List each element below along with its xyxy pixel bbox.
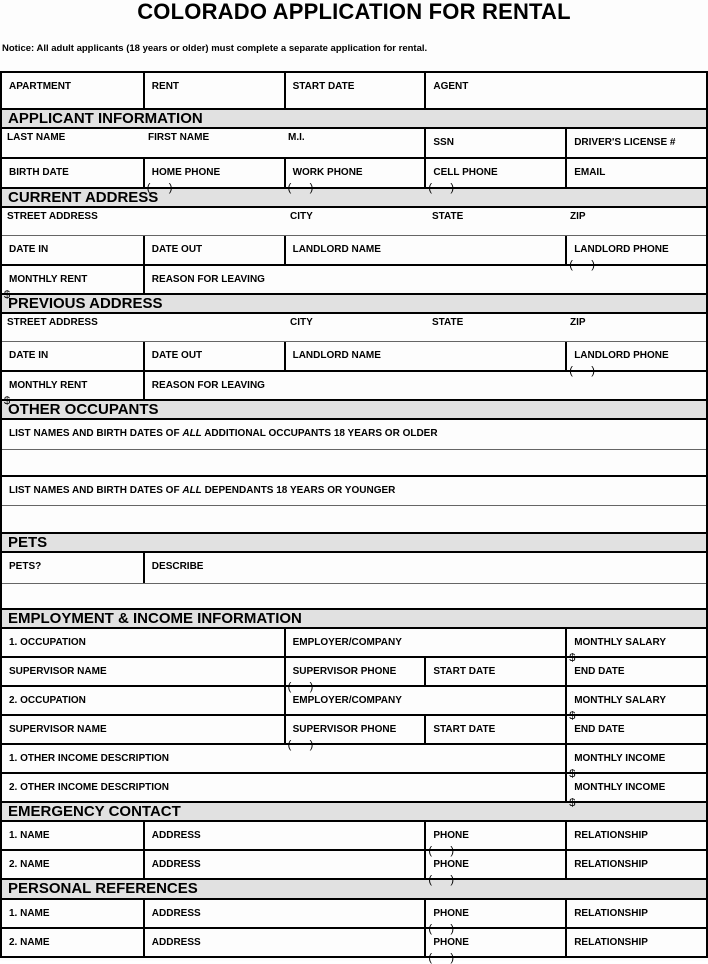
phone-placeholder: ( ) xyxy=(569,259,595,271)
date-in-label: DATE IN xyxy=(9,350,49,361)
occupants-dependants-label-row xyxy=(2,475,706,505)
reference-phone-1-field[interactable] xyxy=(424,900,565,935)
apartment-field[interactable] xyxy=(2,73,143,108)
date-in-label: DATE IN xyxy=(9,244,49,255)
other-income-description-1-field[interactable] xyxy=(2,745,565,772)
relationship-label: RELATIONSHIP xyxy=(574,830,648,841)
supervisor-phone-1-field[interactable] xyxy=(284,658,425,693)
employer-company-label: EMPLOYER/COMPANY xyxy=(292,695,402,706)
occupants-adults-label: LIST NAMES AND BIRTH DATES OF ALL ADDITIONAL OCCUPANTS 18 YEARS OR OLDER xyxy=(9,428,438,439)
agent-field[interactable] xyxy=(424,73,706,108)
current-dates-row xyxy=(2,235,706,271)
monthly-salary-2-field[interactable] xyxy=(565,687,706,722)
section-header-current-address: CURRENT ADDRESS xyxy=(2,187,706,206)
page-title: COLORADO APPLICATION FOR RENTAL xyxy=(137,0,571,24)
currency-symbol: $ xyxy=(4,289,11,301)
email-field[interactable] xyxy=(565,159,706,187)
other-income-description-label: 2. OTHER INCOME DESCRIPTION xyxy=(9,782,170,793)
occupants-adults-blank[interactable] xyxy=(2,450,706,475)
section-header-applicant-information: APPLICANT INFORMATION xyxy=(2,108,706,127)
emergency-contact-row-1 xyxy=(2,820,706,857)
reason-for-leaving-label: REASON FOR LEAVING xyxy=(151,274,265,285)
phone-placeholder: ( ) xyxy=(287,681,314,693)
phone-label: PHONE xyxy=(433,859,469,870)
street-address-label: STREET ADDRESS xyxy=(7,211,98,222)
other-income-1-row xyxy=(2,743,706,780)
currency-symbol: $ xyxy=(569,768,576,780)
end-date-label: END DATE xyxy=(574,724,625,735)
landlord-phone-label: LANDLORD PHONE xyxy=(574,244,669,255)
current-date-in-field[interactable] xyxy=(2,236,143,264)
start-date-label: START DATE xyxy=(292,81,355,92)
ssn-label: SSN xyxy=(433,137,454,148)
phone-placeholder: ( ) xyxy=(428,874,455,886)
emergency-name-1-field[interactable] xyxy=(2,822,143,849)
phone-placeholder: ( ) xyxy=(569,365,595,377)
employer-company-2-field[interactable] xyxy=(284,687,566,714)
address-label: ADDRESS xyxy=(151,937,201,948)
phone-placeholder: ( ) xyxy=(428,952,455,964)
supervisor-name-label: SUPERVISOR NAME xyxy=(9,666,107,677)
notice-text: Notice: All adult applicants (18 years or older) must complete a separate application for rental. xyxy=(2,43,428,54)
name-label: 1. NAME xyxy=(9,908,50,919)
occupants-adults-label-row xyxy=(2,418,706,449)
job1-occupation-row xyxy=(2,627,706,664)
occupation-2-field[interactable] xyxy=(2,687,284,714)
job2-supervisor-row xyxy=(2,714,706,751)
current-street-fields[interactable] xyxy=(2,208,706,235)
pets-row xyxy=(2,551,706,583)
reference-name-2-field[interactable] xyxy=(2,929,143,956)
date-out-label: DATE OUT xyxy=(151,244,203,255)
zip-label: ZIP xyxy=(570,317,586,328)
phone-placeholder: ( ) xyxy=(287,182,314,194)
pets-write-area xyxy=(2,583,706,608)
occupants-dependants-blank[interactable] xyxy=(2,506,706,532)
address-label: ADDRESS xyxy=(151,859,201,870)
job2-end-date-field[interactable] xyxy=(565,716,706,743)
relationship-label: RELATIONSHIP xyxy=(574,859,648,870)
currency-symbol: $ xyxy=(569,710,576,722)
state-label: STATE xyxy=(432,211,464,222)
job1-start-date-field[interactable] xyxy=(424,658,565,685)
city-label: CITY xyxy=(290,211,313,222)
street-address-label: STREET ADDRESS xyxy=(7,317,98,328)
current-street-row xyxy=(2,206,706,235)
relationship-label: RELATIONSHIP xyxy=(574,937,648,948)
phone-label: PHONE xyxy=(433,830,469,841)
monthly-rent-label: MONTHLY RENT xyxy=(9,274,88,285)
reference-row-1 xyxy=(2,898,706,935)
email-label: EMAIL xyxy=(574,167,606,178)
emergency-phone-2-field[interactable] xyxy=(424,851,565,886)
relationship-label: RELATIONSHIP xyxy=(574,908,648,919)
pets-question-label: PETS? xyxy=(9,561,42,572)
previous-dates-row xyxy=(2,341,706,377)
address-label: ADDRESS xyxy=(151,908,201,919)
other-income-description-2-field[interactable] xyxy=(2,774,565,801)
rent-label: RENT xyxy=(151,81,180,92)
reference-name-1-field[interactable] xyxy=(2,900,143,927)
reference-address-2-field[interactable] xyxy=(143,929,425,956)
name-label: 2. NAME xyxy=(9,937,50,948)
phone-placeholder: ( ) xyxy=(428,923,455,935)
supervisor-phone-label: SUPERVISOR PHONE xyxy=(292,724,397,735)
application-form xyxy=(0,71,708,964)
all-word-italic: ALL xyxy=(182,428,202,439)
name-fields[interactable] xyxy=(2,129,424,157)
previous-street-fields[interactable] xyxy=(2,314,706,341)
drivers-license-field[interactable] xyxy=(565,129,706,157)
reference-relationship-1-field[interactable] xyxy=(565,900,706,927)
monthly-rent-label: MONTHLY RENT xyxy=(9,380,88,391)
occupants-dependants-label: LIST NAMES AND BIRTH DATES OF ALL DEPENDANTS 18 YEARS OR YOUNGER xyxy=(9,485,396,496)
reference-row-2 xyxy=(2,927,706,964)
current-landlord-name-field[interactable] xyxy=(284,236,566,264)
current-landlord-phone-field[interactable] xyxy=(565,236,706,271)
emergency-contact-row-2 xyxy=(2,849,706,886)
landlord-name-label: LANDLORD NAME xyxy=(292,350,381,361)
apartment-label: APARTMENT xyxy=(9,81,72,92)
previous-street-row xyxy=(2,312,706,341)
start-date-label: START DATE xyxy=(433,724,496,735)
emergency-address-1-field[interactable] xyxy=(143,822,425,849)
reason-for-leaving-label: REASON FOR LEAVING xyxy=(151,380,265,391)
top-row xyxy=(2,73,706,108)
section-header-other-occupants: OTHER OCCUPANTS xyxy=(2,399,706,418)
reference-address-1-field[interactable] xyxy=(143,900,425,927)
supervisor-phone-label: SUPERVISOR PHONE xyxy=(292,666,397,677)
name-label: 2. NAME xyxy=(9,859,50,870)
currency-symbol: $ xyxy=(569,797,576,809)
current-date-out-field[interactable] xyxy=(143,236,284,264)
pets-question-field[interactable] xyxy=(2,553,143,583)
monthly-income-label: MONTHLY INCOME xyxy=(574,753,666,764)
current-monthly-rent-field[interactable] xyxy=(2,266,143,301)
date-out-label: DATE OUT xyxy=(151,350,203,361)
previous-landlord-phone-field[interactable] xyxy=(565,342,706,377)
monthly-salary-label: MONTHLY SALARY xyxy=(574,637,667,648)
other-income-2-row xyxy=(2,772,706,809)
occupants-adults-field[interactable] xyxy=(2,420,706,449)
currency-symbol: $ xyxy=(4,395,11,407)
occupation-label: 2. OCCUPATION xyxy=(9,695,86,706)
monthly-income-1-field[interactable] xyxy=(565,745,706,780)
previous-date-in-field[interactable] xyxy=(2,342,143,370)
occupants-adults-write-area xyxy=(2,449,706,475)
applicant-contact-row xyxy=(2,157,706,194)
previous-landlord-name-field[interactable] xyxy=(284,342,566,370)
landlord-phone-label: LANDLORD PHONE xyxy=(574,350,669,361)
start-date-label: START DATE xyxy=(433,666,496,677)
pets-describe-label: DESCRIBE xyxy=(151,561,204,572)
reference-relationship-2-field[interactable] xyxy=(565,929,706,956)
work-phone-field[interactable] xyxy=(284,159,425,194)
occupation-1-field[interactable] xyxy=(2,629,284,656)
agent-label: AGENT xyxy=(433,81,469,92)
pets-blank[interactable] xyxy=(2,584,706,608)
section-header-previous-address: PREVIOUS ADDRESS xyxy=(2,293,706,312)
first-name-label: FIRST NAME xyxy=(148,132,210,143)
address-label: ADDRESS xyxy=(151,830,201,841)
other-income-description-label: 1. OTHER INCOME DESCRIPTION xyxy=(9,753,170,764)
applicant-name-row xyxy=(2,127,706,157)
monthly-salary-label: MONTHLY SALARY xyxy=(574,695,667,706)
middle-initial-label: M.I. xyxy=(288,132,305,143)
occupants-dependants-write-area xyxy=(2,505,706,532)
emergency-relationship-1-field[interactable] xyxy=(565,822,706,849)
state-label: STATE xyxy=(432,317,464,328)
section-header-emergency-contact: EMERGENCY CONTACT xyxy=(2,801,706,820)
ssn-field[interactable] xyxy=(424,129,565,157)
previous-reason-field[interactable] xyxy=(143,372,706,399)
supervisor-name-2-field[interactable] xyxy=(2,716,284,743)
job2-occupation-row xyxy=(2,685,706,722)
phone-label: PHONE xyxy=(433,908,469,919)
end-date-label: END DATE xyxy=(574,666,625,677)
monthly-income-label: MONTHLY INCOME xyxy=(574,782,666,793)
home-phone-label: HOME PHONE xyxy=(151,167,221,178)
section-header-pets: PETS xyxy=(2,532,706,551)
supervisor-phone-2-field[interactable] xyxy=(284,716,425,751)
previous-monthly-rent-field[interactable] xyxy=(2,372,143,407)
home-phone-field[interactable] xyxy=(143,159,284,194)
emergency-name-2-field[interactable] xyxy=(2,851,143,878)
all-word-italic: ALL xyxy=(182,485,202,496)
employer-company-1-field[interactable] xyxy=(284,629,566,656)
occupants-dependants-field[interactable] xyxy=(2,477,706,505)
name-label: 1. NAME xyxy=(9,830,50,841)
zip-label: ZIP xyxy=(570,211,586,222)
cell-phone-label: CELL PHONE xyxy=(433,167,498,178)
section-header-employment-income: EMPLOYMENT & INCOME INFORMATION xyxy=(2,608,706,627)
phone-placeholder: ( ) xyxy=(287,739,314,751)
previous-date-out-field[interactable] xyxy=(143,342,284,370)
emergency-phone-1-field[interactable] xyxy=(424,822,565,857)
section-header-personal-references: PERSONAL REFERENCES xyxy=(2,878,706,898)
last-name-label: LAST NAME xyxy=(7,132,66,143)
rent-field[interactable] xyxy=(143,73,284,108)
supervisor-name-label: SUPERVISOR NAME xyxy=(9,724,107,735)
supervisor-name-1-field[interactable] xyxy=(2,658,284,685)
monthly-income-2-field[interactable] xyxy=(565,774,706,809)
employer-company-label: EMPLOYER/COMPANY xyxy=(292,637,402,648)
previous-rent-row xyxy=(2,370,706,407)
drivers-license-label: DRIVER'S LICENSE # xyxy=(574,137,676,148)
job1-end-date-field[interactable] xyxy=(565,658,706,685)
monthly-salary-1-field[interactable] xyxy=(565,629,706,664)
cell-phone-field[interactable] xyxy=(424,159,565,194)
reference-phone-2-field[interactable] xyxy=(424,929,565,964)
current-rent-row xyxy=(2,264,706,301)
currency-symbol: $ xyxy=(569,652,576,664)
job2-start-date-field[interactable] xyxy=(424,716,565,743)
birth-date-label: BIRTH DATE xyxy=(9,167,69,178)
phone-placeholder: ( ) xyxy=(428,182,455,194)
landlord-name-label: LANDLORD NAME xyxy=(292,244,381,255)
current-reason-field[interactable] xyxy=(143,266,706,293)
phone-label: PHONE xyxy=(433,937,469,948)
phone-placeholder: ( ) xyxy=(428,845,455,857)
emergency-address-2-field[interactable] xyxy=(143,851,425,878)
phone-placeholder: ( ) xyxy=(146,182,173,194)
city-label: CITY xyxy=(290,317,313,328)
start-date-field[interactable] xyxy=(284,73,425,108)
work-phone-label: WORK PHONE xyxy=(292,167,363,178)
birth-date-field[interactable] xyxy=(2,159,143,187)
pets-describe-field[interactable] xyxy=(143,553,706,583)
emergency-relationship-2-field[interactable] xyxy=(565,851,706,878)
job1-supervisor-row xyxy=(2,656,706,693)
occupation-label: 1. OCCUPATION xyxy=(9,637,86,648)
